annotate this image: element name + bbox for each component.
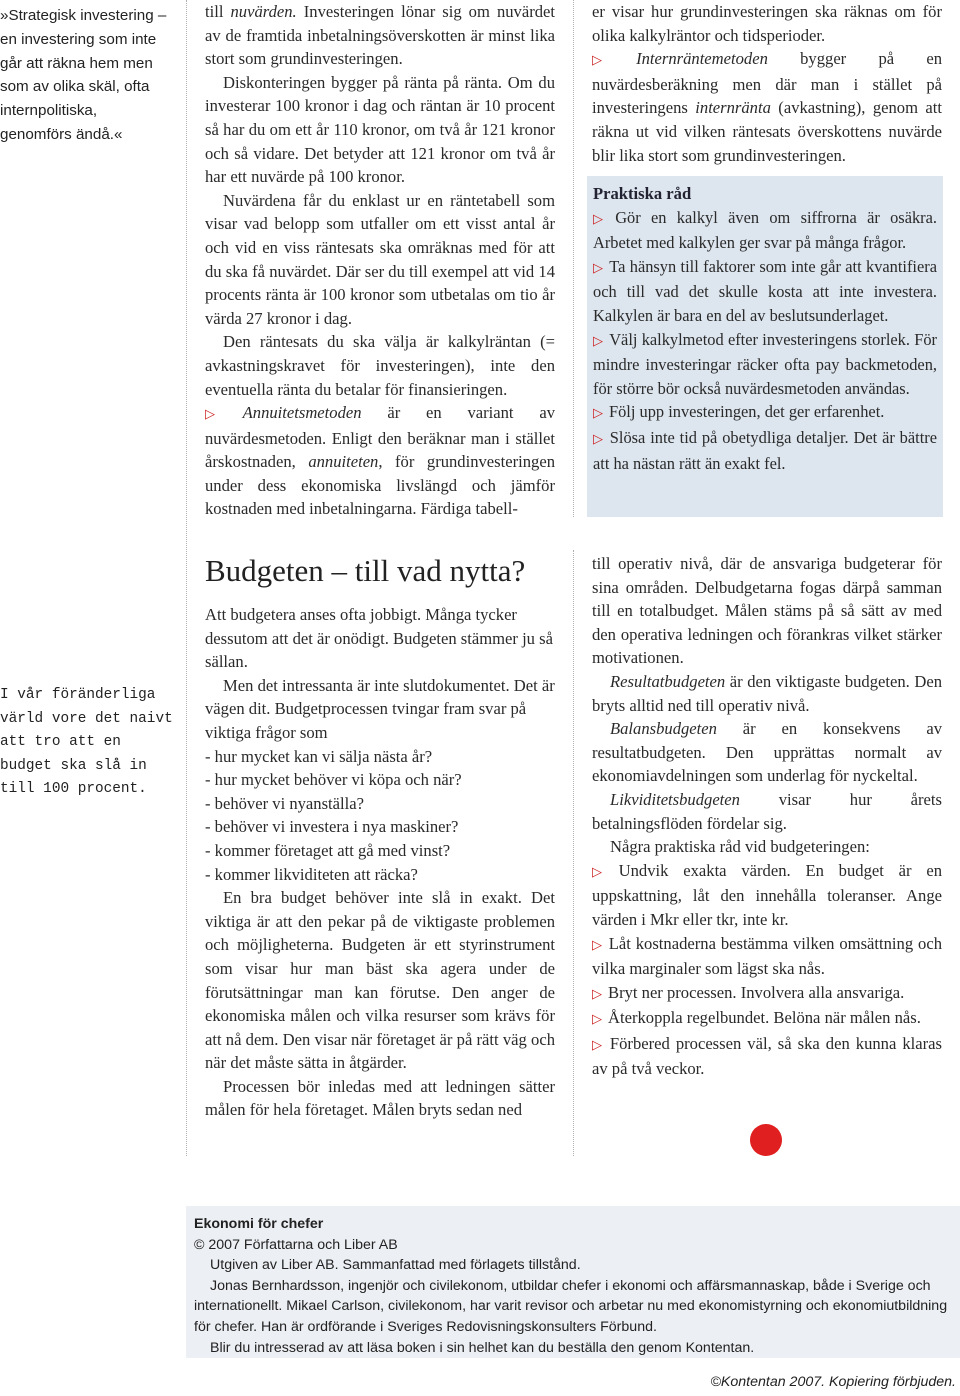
tips-box xyxy=(587,176,943,517)
triangle-right-icon: ▷ xyxy=(592,986,602,1002)
question-item: - hur mycket behöver vi köpa och när? xyxy=(205,770,462,790)
triangle-right-icon: ▷ xyxy=(592,53,631,69)
triangle-right-icon: ▷ xyxy=(592,864,613,880)
investment-text-left xyxy=(205,0,555,521)
paragraph: Några praktiska råd vid budgeteringen: xyxy=(610,837,870,857)
footer-order-line: Blir du intresserad av att läsa boken i sin helhet kan du beställa den genom Kontentan. xyxy=(210,1339,755,1356)
triangle-right-icon: ▷ xyxy=(593,333,604,349)
column-divider xyxy=(573,0,574,517)
footer-copyright-line: © 2007 Författarna och Liber AB xyxy=(194,1236,398,1253)
question-item: - behöver vi nyanställa? xyxy=(205,793,364,813)
page-copyright: ©Kontentan 2007. Kopiering förbjuden. xyxy=(710,1374,956,1390)
triangle-right-icon: ▷ xyxy=(592,937,603,953)
paragraph: Processen bör inledas med att ledningen sätter målen för hela företaget. Målen bryts sedan ned xyxy=(205,1076,555,1120)
triangle-right-icon: ▷ xyxy=(205,407,237,423)
paragraph: till operativ nivå, där de ansvariga budgeterar för sina områden. Delbudgetarna fogas därpå samman till en totalbudget. Målen stäms på så sätt av med den operativa ledningen och förankras vilket stärker motivationen. xyxy=(592,554,942,668)
paragraph: Att budgetera anses ofta jobbigt. Många tycker dessutom att det är onödigt. Budgeten stämmer ju så sällan. xyxy=(205,605,553,672)
question-item: - behöver vi investera i nya maskiner? xyxy=(205,817,459,837)
red-dot-icon xyxy=(750,1124,782,1156)
paragraph: ▷ Annuitetsmetoden är en variant av nuvärdesmetoden. Enligt den beräknar man i stället årskostnaden, annuiteten, för grundinvesteringen under dess ekonomiska livslängd och jämför kostnaden med inbetalningarna. Färdiga tabell- xyxy=(205,403,556,519)
paragraph: er visar hur grundinvesteringen ska räknas om för olika kalkylräntor och tidsperioder. xyxy=(592,2,942,45)
investment-text-right xyxy=(592,0,942,167)
advice-item: ▷ Låt kostnaderna bestämma vilken omsättning och vilka marginaler som lägst ska nås. xyxy=(592,933,942,979)
paragraph: Men det intressanta är inte slutdokumentet. Det är vägen dit. Budgetprocessen tvingar fram svar på viktiga frågor som xyxy=(205,675,555,742)
triangle-right-icon: ▷ xyxy=(593,211,610,227)
footer-box xyxy=(186,1206,960,1358)
question-item: - kommer likviditeten att räcka? xyxy=(205,864,418,884)
quote-text: »Strategisk investering – en investering som inte går att räkna hem men som av olika skäl, ofta internpolitiska, genomförs ändå.« xyxy=(0,7,167,143)
advice-item: ▷ Undvik exakta värden. En budget är en uppskattning, låt den innehålla toleranser. Ange värden i Mkr eller tkr, inte kr. xyxy=(592,860,942,929)
paragraph: Likviditetsbudgeten visar hur årets betalningsflöden fördelar sig. xyxy=(592,789,942,833)
advice-item: ▷ Återkoppla regelbundet. Belöna när målen nås. xyxy=(592,1008,921,1028)
sidebar-quote-budget xyxy=(0,684,175,802)
paragraph: Diskonteringen bygger på ränta på ränta. Om du investerar 100 kronor i dag och räntan är 10 procent så har du om ett år 110 kronor, om två år 121 kronor och så vidare. Det betyder att 121 kronor om två år har ett nuvärde på 100 kronor. xyxy=(205,72,555,187)
paragraph: Resultatbudgeten är den viktigaste budgeten. Den bryts alltid ned till operativ nivå. xyxy=(592,671,942,715)
triangle-right-icon: ▷ xyxy=(592,1012,602,1028)
triangle-right-icon: ▷ xyxy=(593,260,604,276)
tip-item: ▷ Ta hänsyn till faktorer som inte går att kvantifiera och till vad det skulle kosta att inte investera. Kalkylen är bara en del av beslutsunderlaget. xyxy=(593,256,937,325)
tip-item: ▷ Gör en kalkyl även om siffrorna är osäkra. Arbetet med kalkylen ger svar på många frågor. xyxy=(593,207,937,253)
tip-item: ▷ Följ upp investeringen, det ger erfarenhet. xyxy=(593,402,885,422)
footer-publisher-line: Utgiven av Liber AB. Sammanfattad med förlagets tillstånd. xyxy=(210,1257,581,1274)
paragraph: Balansbudgeten är en konsekvens av resultatbudgeten. Den upprättas normalt av ekonomiavdelningen som underlag för nyckeltal. xyxy=(592,719,942,786)
triangle-right-icon: ▷ xyxy=(593,431,604,447)
paragraph: Den räntesats du ska välja är kalkylräntan (= avkastningskravet för investeringen), inte den eventuella ränta du betalar för finansieringen. xyxy=(205,332,555,399)
paragraph: En bra budget behöver inte slå in exakt. Det viktiga är att den pekar på de viktigaste problemen och möjligheterna. Budgeten är ett styrinstrument som visar hur man bäst ska agera under de förutsättningar man kan förutse. Den anger de ekonomiska målen och vilka resurser som krävs för att nå dem. Den visar när företaget är på rätt väg och när det måste sätta in åtgärder. xyxy=(205,888,555,1073)
quote-text: I vår föränderliga värld vore det naivt att tro att en budget ska slå in till 100 procent. xyxy=(0,687,173,797)
paragraph: till nuvärden. Investeringen lönar sig om nuvärdet av de framtida inbetalningsöverskotten är minst lika stort som grundinvesteringen. xyxy=(205,2,555,69)
column-divider xyxy=(573,550,574,1156)
book-title: Ekonomi för chefer xyxy=(194,1216,324,1232)
footer-authors: Jonas Bernhardsson, ingenjör och civilekonom, utbildar chefer i ekonomi och affärsmannaskap, både i Sverige och internationellt. Mikael Carlson, civilekonom, har varit revisor och arbetar nu med ekonomistyrning och ekonomiutbildning för chefer. Han är ordförande i Sveriges Redovisningskonsulters Förbund. xyxy=(194,1277,948,1335)
budget-text-left xyxy=(205,603,555,1122)
tip-item: ▷ Slösa inte tid på obetydliga detaljer. Det är bättre att ha nästan rätt än exakt fel. xyxy=(593,427,937,473)
paragraph: ▷ Internräntemetoden bygger på en nuvärdesberäkning men där man i stället på investeringens internränta (avkastning), genom att räkna ut vid vilken räntesats överskottens nuvärde blir lika stort som grundinvesteringen. xyxy=(592,49,942,165)
triangle-right-icon: ▷ xyxy=(592,1037,604,1053)
question-item: - hur mycket kan vi sälja nästa år? xyxy=(205,746,433,766)
tips-title: Praktiska råd xyxy=(593,184,692,203)
sidebar-quote-strategic xyxy=(0,4,170,147)
advice-item: ▷ Bryt ner processen. Involvera alla ansvariga. xyxy=(592,982,905,1002)
budget-text-right xyxy=(592,552,942,1081)
tip-item: ▷ Välj kalkylmetod efter investeringens storlek. För mindre investeringar räcker ofta pay backmetoden, för större bör också nuvärdesmetoden användas. xyxy=(593,329,937,398)
triangle-right-icon: ▷ xyxy=(593,406,603,422)
paragraph: Nuvärdena får du enklast ur en räntetabell som visar vad belopp som utfaller om ett visst antal år och vid en viss räntesats ska omräknas med för att du ska få nuvärdet. Där ser du till exempel att vid 14 procents ränta är 100 kronor som utbetalas om tio år värda 27 kronor i dag. xyxy=(205,190,555,328)
column-divider xyxy=(186,0,187,1156)
budget-heading: Budgeten – till vad nytta? xyxy=(205,553,526,588)
question-item: - kommer företaget att gå med vinst? xyxy=(205,840,451,860)
advice-item: ▷ Förbered processen väl, så ska den kunna klaras av på två veckor. xyxy=(592,1033,942,1079)
